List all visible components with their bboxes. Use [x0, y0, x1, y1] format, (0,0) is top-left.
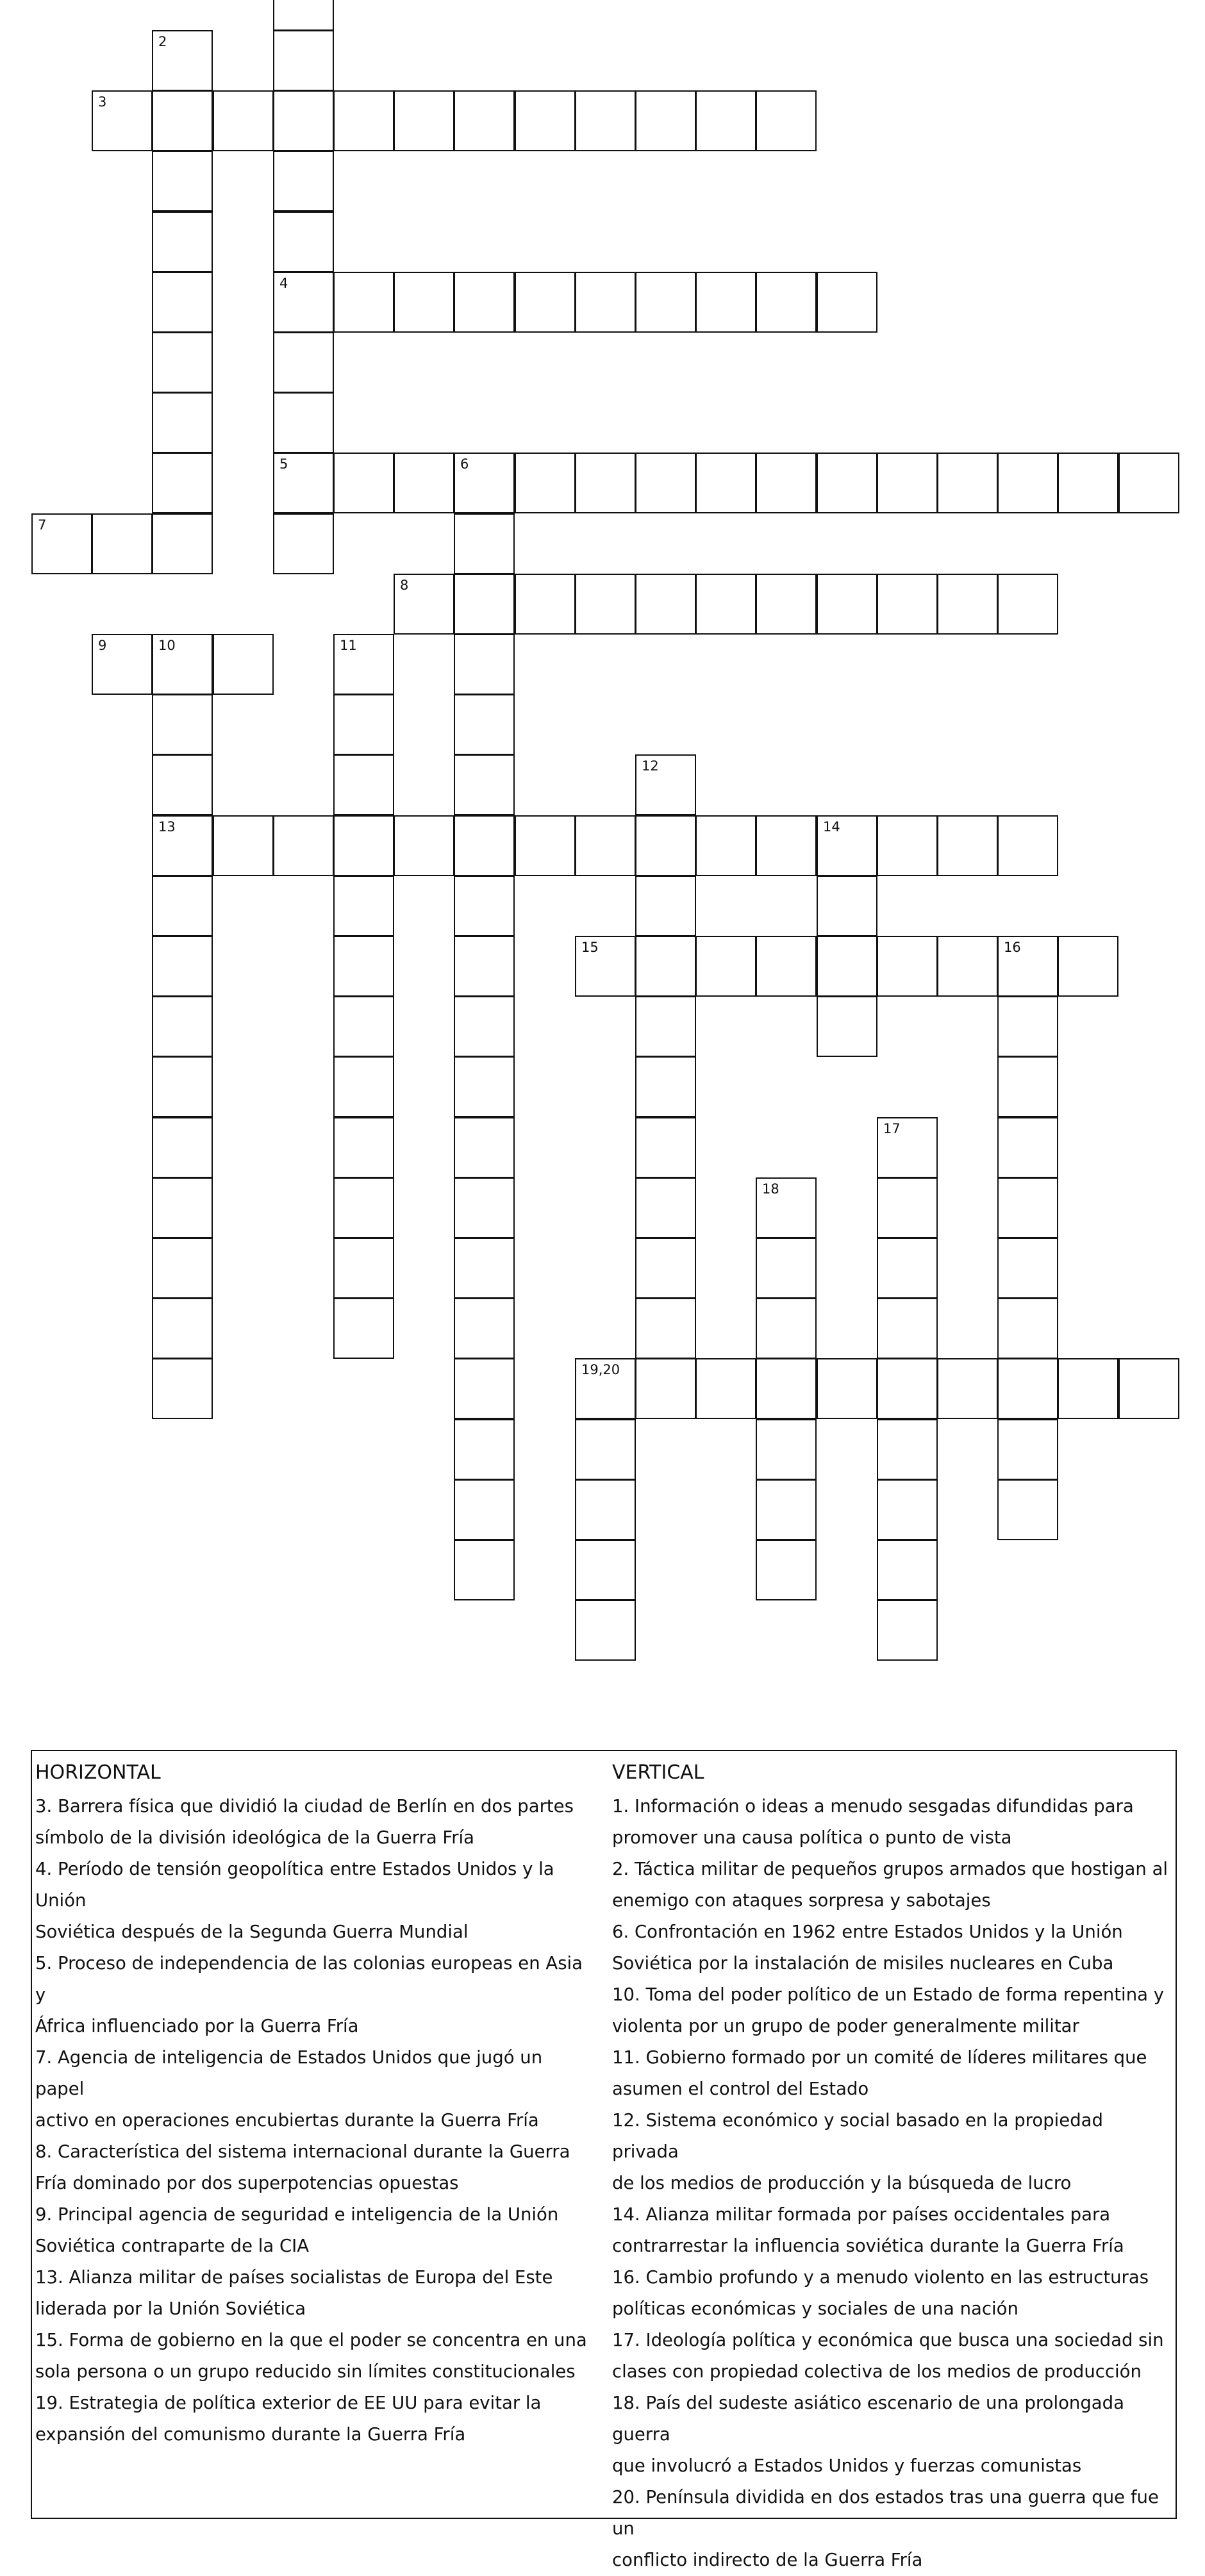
grid-cell[interactable]: [333, 1298, 394, 1359]
grid-cell[interactable]: [635, 272, 696, 333]
grid-cell[interactable]: [756, 1238, 817, 1299]
grid-cell[interactable]: [635, 1117, 696, 1178]
grid-cell[interactable]: [756, 1177, 817, 1238]
grid-cell[interactable]: [695, 453, 756, 513]
grid-cell[interactable]: [273, 392, 334, 453]
clue-line: 16. Cambio profundo y a menudo violento en las estructuras: [612, 2267, 1149, 2288]
grid-cell[interactable]: [152, 754, 213, 815]
grid-cell[interactable]: [997, 1298, 1058, 1359]
grid-cell[interactable]: [273, 212, 334, 272]
grid-cell[interactable]: [937, 936, 998, 997]
clue-line: violenta por un grupo de poder generalmente militar: [612, 2016, 1079, 2036]
clue-line: asumen el control del Estado: [612, 2079, 869, 2099]
clue-line: 4. Período de tensión geopolítica entre Estados Unidos y la Unión: [35, 1859, 554, 1911]
clue-line: promover una causa política o punto de vista: [612, 1827, 1012, 1848]
grid-cell[interactable]: [877, 1600, 938, 1661]
grid-cell[interactable]: [152, 1056, 213, 1117]
grid-cell[interactable]: [454, 996, 515, 1057]
grid-cell[interactable]: [695, 936, 756, 997]
clue-line: 13. Alianza militar de países socialistas de Europa del Este: [35, 2267, 553, 2288]
grid-cell[interactable]: [273, 30, 334, 91]
grid-cell[interactable]: [333, 1117, 394, 1178]
grid-cell[interactable]: [877, 1238, 938, 1299]
clue-line: sola persona o un grupo reducido sin límites constitucionales: [35, 2361, 576, 2382]
grid-cell[interactable]: [152, 1358, 213, 1419]
grid-cell[interactable]: [817, 453, 877, 513]
grid-cell[interactable]: [515, 574, 576, 635]
clue-line: 14. Alianza militar formada por países occidentales para: [612, 2204, 1111, 2225]
grid-cell[interactable]: [454, 634, 515, 695]
grid-cell[interactable]: [997, 936, 1058, 997]
grid-cell[interactable]: [152, 876, 213, 936]
clue-line: 3. Barrera física que dividió la ciudad de Berlín en dos partes: [35, 1796, 574, 1816]
grid-cell[interactable]: [997, 1117, 1058, 1178]
grid-cell[interactable]: [1058, 453, 1118, 513]
grid-cell[interactable]: [333, 272, 394, 333]
grid-cell[interactable]: [997, 1358, 1058, 1419]
grid-cell[interactable]: [575, 574, 636, 635]
grid-cell[interactable]: [152, 151, 213, 212]
grid-cell[interactable]: [877, 1177, 938, 1238]
grid-cell[interactable]: [937, 815, 998, 876]
grid-cell[interactable]: [152, 272, 213, 333]
grid-cell[interactable]: [92, 513, 153, 574]
clue-line: 15. Forma de gobierno en la que el poder se concentra en una: [35, 2330, 587, 2350]
clue-line: 17. Ideología política y económica que busca una sociedad sin: [612, 2330, 1164, 2350]
grid-cell[interactable]: [152, 694, 213, 755]
clue-line: África influenciado por la Guerra Fría: [35, 2016, 359, 2036]
clue-line: expansión del comunismo durante la Guerra Fría: [35, 2424, 466, 2445]
clue-number: 4: [279, 276, 288, 291]
clue-number: 18: [762, 1181, 779, 1197]
grid-cell[interactable]: [454, 1238, 515, 1299]
grid-cell[interactable]: [152, 634, 213, 695]
grid-cell[interactable]: [394, 90, 454, 151]
grid-cell[interactable]: [152, 513, 213, 574]
horizontal-clue-list: [35, 1791, 593, 2450]
clue-line: contrarrestar la influencia soviética durante la Guerra Fría: [612, 2236, 1124, 2256]
clue-number: 13: [158, 819, 176, 835]
grid-cell[interactable]: [635, 815, 696, 876]
grid-cell[interactable]: [997, 1238, 1058, 1299]
grid-cell[interactable]: [152, 996, 213, 1057]
grid-cell[interactable]: [1118, 453, 1179, 513]
grid-cell[interactable]: [333, 936, 394, 997]
grid-cell[interactable]: [333, 453, 394, 513]
grid-cell[interactable]: [756, 1419, 817, 1480]
grid-cell[interactable]: [273, 513, 334, 574]
grid-cell[interactable]: [937, 453, 998, 513]
clue-line: 18. País del sudeste asiático escenario de una prolongada guerra: [612, 2393, 1124, 2445]
grid-cell[interactable]: [575, 1419, 636, 1480]
grid-cell[interactable]: [575, 1358, 636, 1419]
grid-cell[interactable]: [635, 1358, 696, 1419]
grid-cell[interactable]: [454, 1540, 515, 1600]
grid-cell[interactable]: [273, 90, 334, 151]
grid-cell[interactable]: [575, 815, 636, 876]
grid-cell[interactable]: [152, 392, 213, 453]
clue-item: [35, 2388, 593, 2450]
grid-cell[interactable]: [333, 876, 394, 936]
grid-cell[interactable]: [454, 876, 515, 936]
grid-cell[interactable]: [454, 1358, 515, 1419]
grid-cell[interactable]: [152, 1177, 213, 1238]
grid-cell[interactable]: [454, 513, 515, 574]
grid-cell[interactable]: [635, 876, 696, 936]
grid-cell[interactable]: [152, 1298, 213, 1359]
clue-number: 7: [38, 517, 47, 533]
clue-item: [612, 2482, 1170, 2576]
grid-cell[interactable]: [877, 1117, 938, 1178]
grid-cell[interactable]: [394, 272, 454, 333]
grid-cell[interactable]: [635, 754, 696, 815]
clue-item: [612, 1916, 1170, 1979]
grid-cell[interactable]: [152, 212, 213, 272]
grid-cell[interactable]: [273, 332, 334, 393]
clue-item: [612, 2325, 1170, 2388]
clue-item: [612, 2388, 1170, 2482]
grid-cell[interactable]: [273, 0, 334, 31]
grid-cell[interactable]: [333, 694, 394, 755]
grid-cell[interactable]: [877, 815, 938, 876]
grid-cell[interactable]: [273, 815, 334, 876]
clue-line: clases con propiedad colectiva de los medios de producción: [612, 2361, 1142, 2382]
grid-cell[interactable]: [997, 1479, 1058, 1540]
grid-cell[interactable]: [635, 1177, 696, 1238]
grid-cell[interactable]: [997, 453, 1058, 513]
grid-cell[interactable]: [817, 574, 877, 635]
clue-line: Soviética después de la Segunda Guerra Mundial: [35, 1922, 469, 1942]
grid-cell[interactable]: [877, 936, 938, 997]
clues-box: [31, 1750, 1177, 2570]
grid-cell[interactable]: [152, 332, 213, 393]
grid-cell[interactable]: [273, 151, 334, 212]
grid-cell[interactable]: [454, 272, 515, 333]
clue-line: 6. Confrontación en 1962 entre Estados Unidos y la Unión: [612, 1922, 1123, 1942]
grid-cell[interactable]: [152, 815, 213, 876]
clue-line: símbolo de la división ideológica de la Guerra Fría: [35, 1827, 475, 1848]
grid-cell[interactable]: [756, 1540, 817, 1600]
vertical-clues: [612, 1760, 1170, 2576]
horizontal-title: HORIZONTAL: [35, 1761, 161, 1784]
clue-number: 6: [460, 456, 469, 472]
clue-line: 8. Característica del sistema internacional durante la Guerra: [35, 2141, 570, 2162]
clue-line: activo en operaciones encubiertas durante la Guerra Fría: [35, 2110, 539, 2131]
grid-cell[interactable]: [1118, 1358, 1179, 1419]
grid-cell[interactable]: [575, 272, 636, 333]
grid-cell[interactable]: [333, 90, 394, 151]
grid-cell[interactable]: [937, 1358, 998, 1419]
clue-line: de los medios de producción y la búsqueda de lucro: [612, 2173, 1072, 2193]
grid-cell[interactable]: [575, 453, 636, 513]
clue-number: 12: [642, 758, 659, 774]
clue-line: 20. Península dividida en dos estados tras una guerra que fue un: [612, 2487, 1159, 2539]
grid-cell[interactable]: [1058, 936, 1118, 997]
grid-cell[interactable]: [997, 574, 1058, 635]
clue-item: [35, 1948, 593, 2042]
clue-number: 11: [340, 638, 357, 653]
grid-cell[interactable]: [152, 936, 213, 997]
grid-cell[interactable]: [394, 574, 454, 635]
clue-item: [612, 2042, 1170, 2105]
grid-cell[interactable]: [152, 30, 213, 91]
clue-number: 8: [400, 578, 409, 593]
clue-item: [612, 2105, 1170, 2199]
grid-cell[interactable]: [454, 574, 515, 635]
grid-cell[interactable]: [635, 1238, 696, 1299]
grid-cell[interactable]: [394, 453, 454, 513]
grid-cell[interactable]: [575, 1479, 636, 1540]
grid-cell[interactable]: [997, 815, 1058, 876]
clue-number: 16: [1004, 940, 1021, 955]
clue-line: 11. Gobierno formado por un comité de líderes militares que: [612, 2047, 1147, 2068]
grid-cell[interactable]: [817, 996, 877, 1057]
clue-line: 12. Sistema económico y social basado en la propiedad privada: [612, 2110, 1103, 2162]
grid-cell[interactable]: [152, 1238, 213, 1299]
vertical-title: VERTICAL: [612, 1761, 704, 1784]
grid-cell[interactable]: [454, 1177, 515, 1238]
clue-number: 15: [581, 940, 599, 955]
grid-cell[interactable]: [756, 815, 817, 876]
grid-cell[interactable]: [635, 936, 696, 997]
grid-cell[interactable]: [454, 694, 515, 755]
grid-cell[interactable]: [695, 1358, 756, 1419]
grid-cell[interactable]: [333, 634, 394, 695]
grid-cell[interactable]: [877, 574, 938, 635]
grid-cell[interactable]: [152, 90, 213, 151]
grid-cell[interactable]: [152, 453, 213, 513]
grid-cell[interactable]: [515, 815, 576, 876]
grid-cell[interactable]: [454, 815, 515, 876]
clue-number: 10: [158, 638, 176, 653]
clue-item: [612, 2262, 1170, 2325]
grid-cell[interactable]: [454, 90, 515, 151]
clue-item: [612, 1854, 1170, 1916]
grid-cell[interactable]: [92, 634, 153, 695]
grid-cell[interactable]: [213, 90, 274, 151]
clue-number: 17: [883, 1121, 901, 1136]
grid-cell[interactable]: [213, 815, 274, 876]
grid-cell[interactable]: [454, 453, 515, 513]
grid-cell[interactable]: [695, 574, 756, 635]
grid-cell[interactable]: [635, 90, 696, 151]
grid-cell[interactable]: [454, 1117, 515, 1178]
grid-cell[interactable]: [756, 272, 817, 333]
grid-cell[interactable]: [333, 815, 394, 876]
clue-item: [35, 1791, 593, 1854]
grid-cell[interactable]: [997, 1177, 1058, 1238]
grid-cell[interactable]: [635, 453, 696, 513]
grid-cell[interactable]: [877, 1298, 938, 1359]
clue-number: 19,20: [581, 1362, 620, 1377]
grid-cell[interactable]: [877, 453, 938, 513]
grid-cell[interactable]: [454, 754, 515, 815]
grid-cell[interactable]: [454, 1419, 515, 1480]
grid-cell[interactable]: [695, 90, 756, 151]
grid-cell[interactable]: [454, 1298, 515, 1359]
clue-line: 7. Agencia de inteligencia de Estados Unidos que jugó un papel: [35, 2047, 543, 2099]
grid-cell[interactable]: [31, 513, 92, 574]
grid-cell[interactable]: [454, 936, 515, 997]
clue-number: 5: [279, 456, 288, 472]
grid-cell[interactable]: [333, 754, 394, 815]
clue-item: [612, 2199, 1170, 2262]
clue-line: 5. Proceso de independencia de las colonias europeas en Asia y: [35, 1953, 583, 2005]
grid-cell[interactable]: [515, 453, 576, 513]
grid-cell[interactable]: [333, 1177, 394, 1238]
grid-cell[interactable]: [817, 272, 877, 333]
clue-number: 9: [98, 638, 107, 653]
grid-cell[interactable]: [333, 1238, 394, 1299]
grid-cell[interactable]: [756, 90, 817, 151]
grid-cell[interactable]: [635, 996, 696, 1057]
clue-line: conflicto indirecto de la Guerra Fría: [612, 2550, 923, 2570]
clue-item: [35, 2136, 593, 2199]
clue-line: políticas económicas y sociales de una nación: [612, 2298, 1018, 2319]
clue-line: 9. Principal agencia de seguridad e inteligencia de la Unión: [35, 2204, 559, 2225]
grid-cell[interactable]: [152, 1117, 213, 1178]
grid-cell[interactable]: [575, 1600, 636, 1661]
grid-cell[interactable]: [817, 815, 877, 876]
grid-cell[interactable]: [1058, 1358, 1118, 1419]
clue-line: Soviética por la instalación de misiles nucleares en Cuba: [612, 1953, 1114, 1974]
grid-cell[interactable]: [92, 90, 153, 151]
grid-cell[interactable]: [575, 90, 636, 151]
grid-cell[interactable]: [273, 453, 334, 513]
clue-number: 3: [98, 94, 107, 110]
grid-cell[interactable]: [515, 272, 576, 333]
grid-cell[interactable]: [575, 936, 636, 997]
clue-item: [35, 2325, 593, 2388]
grid-cell[interactable]: [756, 1358, 817, 1419]
grid-cell[interactable]: [756, 574, 817, 635]
grid-cell[interactable]: [997, 1056, 1058, 1117]
clue-item: [35, 1854, 593, 1948]
grid-cell[interactable]: [877, 1358, 938, 1419]
grid-cell[interactable]: [877, 1540, 938, 1600]
grid-cell[interactable]: [635, 1298, 696, 1359]
grid-cell[interactable]: [997, 996, 1058, 1057]
clue-number: 2: [158, 34, 167, 49]
clue-item: [35, 2042, 593, 2136]
clue-line: enemigo con ataques sorpresa y sabotajes: [612, 1890, 991, 1911]
clue-line: 1. Información o ideas a menudo sesgadas difundidas para: [612, 1796, 1134, 1816]
clue-item: [35, 2262, 593, 2325]
clue-line: liderada por la Unión Soviética: [35, 2298, 306, 2319]
grid-cell[interactable]: [756, 453, 817, 513]
grid-cell[interactable]: [333, 1056, 394, 1117]
grid-cell[interactable]: [817, 876, 877, 936]
clue-line: Fría dominado por dos superpotencias opuestas: [35, 2173, 459, 2193]
clue-number: 14: [823, 819, 840, 835]
clue-item: [35, 2199, 593, 2262]
grid-cell[interactable]: [756, 1479, 817, 1540]
grid-cell[interactable]: [877, 1479, 938, 1540]
grid-cell[interactable]: [575, 1540, 636, 1600]
grid-cell[interactable]: [394, 815, 454, 876]
grid-cell[interactable]: [454, 1056, 515, 1117]
clue-line: 19. Estrategia de política exterior de EE UU para evitar la: [35, 2393, 542, 2413]
grid-cell[interactable]: [756, 936, 817, 997]
clue-item: [612, 1791, 1170, 1854]
grid-cell[interactable]: [817, 936, 877, 997]
grid-cell[interactable]: [997, 1419, 1058, 1480]
grid-cell[interactable]: [273, 272, 334, 333]
vertical-clue-list: [612, 1791, 1170, 2576]
grid-cell[interactable]: [817, 1358, 877, 1419]
grid-cell[interactable]: [635, 574, 696, 635]
clue-line: Soviética contraparte de la CIA: [35, 2236, 310, 2256]
clue-item: [612, 1979, 1170, 2042]
grid-cell[interactable]: [695, 272, 756, 333]
grid-cell[interactable]: [877, 1419, 938, 1480]
grid-cell[interactable]: [635, 1056, 696, 1117]
grid-cell[interactable]: [515, 90, 576, 151]
grid-cell[interactable]: [756, 1298, 817, 1359]
grid-cell[interactable]: [695, 815, 756, 876]
horizontal-clues: [35, 1760, 593, 2450]
clue-line: que involucró a Estados Unidos y fuerzas comunistas: [612, 2456, 1082, 2476]
grid-cell[interactable]: [454, 1479, 515, 1540]
clue-line: 2. Táctica militar de pequeños grupos armados que hostigan al: [612, 1859, 1168, 1879]
grid-cell[interactable]: [213, 634, 274, 695]
clue-line: 10. Toma del poder político de un Estado de forma repentina y: [612, 1984, 1164, 2005]
grid-cell[interactable]: [937, 574, 998, 635]
grid-cell[interactable]: [333, 996, 394, 1057]
